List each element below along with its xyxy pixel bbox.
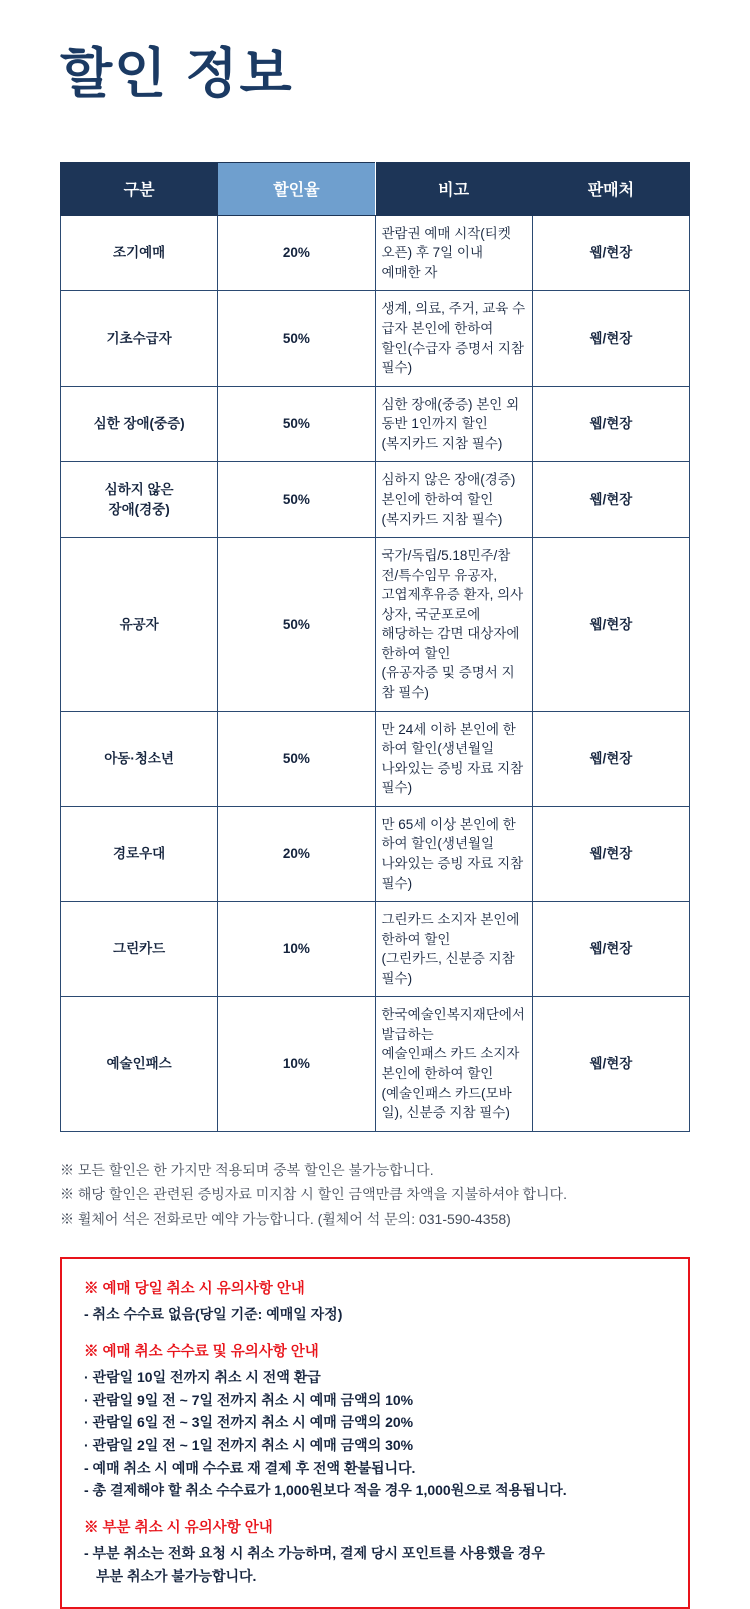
table-header-row [61, 162, 690, 215]
cell-note: 국가/독립/5.18민주/참전/특수임무 유공자, 고엽제후유증 환자, 의사상자, 국군포로에 해당하는 감면 대상자에 한하여 할인 (유공자증 및 증명서 지참 필수) [375, 538, 532, 712]
policy-section-heading: ※ 예매 취소 수수료 및 유의사항 안내 [84, 1343, 319, 1360]
column-header-rate: 할인율 [218, 162, 375, 215]
footnote-line: ※ 휠체어 석은 전화로만 예약 가능합니다. (휠체어 석 문의: 031-590-4358) [60, 1210, 511, 1227]
table-row [61, 386, 690, 462]
footnote-line: ※ 모든 할인은 한 가지만 적용되며 중복 할인은 불가능합니다. [60, 1161, 434, 1178]
cell-note: 그린카드 소지자 본인에 한하여 할인 (그린카드, 신분증 지참 필수) [375, 902, 532, 997]
table-row [61, 997, 690, 1131]
policy-line: · 관람일 9일 전 ~ 7일 전까지 취소 시 예매 금액의 10% [84, 1391, 414, 1408]
table-row [61, 462, 690, 538]
cell-rate: 50% [218, 462, 375, 538]
policy-line: - 취소 수수료 없음(당일 기준: 예매일 자정) [84, 1306, 343, 1323]
column-header-note: 비고 [375, 162, 532, 215]
cell-note: 만 65세 이상 본인에 한하여 할인(생년월일 나와있는 증빙 자료 지참 필수) [375, 806, 532, 901]
cell-note: 생계, 의료, 주거, 교육 수급자 본인에 한하여 할인(수급자 증명서 지참 필수) [375, 291, 532, 386]
cell-seller: 웹/현장 [532, 902, 689, 997]
table-row [61, 711, 690, 806]
cell-type: 심한 장애(중증) [61, 386, 218, 462]
cell-seller: 웹/현장 [532, 538, 689, 712]
table-row [61, 538, 690, 712]
cell-rate: 50% [218, 291, 375, 386]
cell-type: 심하지 않은 장애(경중) [61, 462, 218, 538]
cell-note: 만 24세 이하 본인에 한하여 할인(생년월일 나와있는 증빙 자료 지참 필수) [375, 711, 532, 806]
cell-type: 조기예매 [61, 215, 218, 291]
cell-seller: 웹/현장 [532, 711, 689, 806]
policy-line: - 총 결제해야 할 취소 수수료가 1,000원보다 적을 경우 1,000원으로 적용됩니다. [84, 1482, 567, 1499]
cell-seller: 웹/현장 [532, 386, 689, 462]
cell-type: 그린카드 [61, 902, 218, 997]
cell-seller: 웹/현장 [532, 997, 689, 1131]
table-header [61, 162, 690, 215]
policy-line: - 부분 취소는 전화 요청 시 취소 가능하며, 결제 당시 포인트를 사용했을 경우 [84, 1544, 545, 1561]
cell-note: 심한 장애(중증) 본인 외 동반 1인까지 할인 (복지카드 지참 필수) [375, 386, 532, 462]
policy-line: · 관람일 10일 전까지 취소 시 전액 환급 [84, 1368, 321, 1385]
column-header-seller: 판매처 [532, 162, 689, 215]
cell-type: 유공자 [61, 538, 218, 712]
page-title: 할인 정보 [60, 44, 294, 104]
table-row [61, 806, 690, 901]
cancellation-policy-box [60, 1257, 690, 1609]
cell-rate: 50% [218, 538, 375, 712]
policy-section [84, 1277, 666, 1326]
table-row [61, 902, 690, 997]
cell-rate: 50% [218, 711, 375, 806]
footnotes [60, 1158, 690, 1232]
table-row [61, 215, 690, 291]
discount-table [60, 162, 690, 1132]
policy-section [84, 1340, 666, 1502]
cell-note: 관람권 예매 시작(티켓 오픈) 후 7일 이내 예매한 자 [375, 215, 532, 291]
cell-rate: 20% [218, 806, 375, 901]
cell-type: 예술인패스 [61, 997, 218, 1131]
cell-rate: 20% [218, 215, 375, 291]
policy-line: - 예매 취소 시 예매 수수료 재 결제 후 전액 환불됩니다. [84, 1459, 416, 1476]
policy-section [84, 1516, 666, 1587]
cell-note: 한국예술인복지재단에서 발급하는 예술인패스 카드 소지자 본인에 한하여 할인 (예술인패스 카드(모바일), 신분증 지참 필수) [375, 997, 532, 1131]
cell-rate: 10% [218, 997, 375, 1131]
cell-rate: 10% [218, 902, 375, 997]
cell-seller: 웹/현장 [532, 291, 689, 386]
policy-section-heading: ※ 예매 당일 취소 시 유의사항 안내 [84, 1281, 305, 1298]
policy-line: 부분 취소가 불가능합니다. [96, 1567, 257, 1584]
cell-rate: 50% [218, 386, 375, 462]
table-body [61, 215, 690, 1131]
cell-type: 경로우대 [61, 806, 218, 901]
policy-line: · 관람일 2일 전 ~ 1일 전까지 취소 시 예매 금액의 30% [84, 1436, 414, 1453]
cell-type: 기초수급자 [61, 291, 218, 386]
column-header-type: 구분 [61, 162, 218, 215]
cell-note: 심하지 않은 장애(경증) 본인에 한하여 할인 (복지카드 지참 필수) [375, 462, 532, 538]
footnote-line: ※ 해당 할인은 관련된 증빙자료 미지참 시 할인 금액만큼 차액을 지불하셔야 합니다. [60, 1186, 567, 1203]
cell-type: 아동·청소년 [61, 711, 218, 806]
policy-line: · 관람일 6일 전 ~ 3일 전까지 취소 시 예매 금액의 20% [84, 1414, 414, 1431]
cell-seller: 웹/현장 [532, 462, 689, 538]
cell-seller: 웹/현장 [532, 806, 689, 901]
policy-section-heading: ※ 부분 취소 시 유의사항 안내 [84, 1519, 273, 1536]
table-row [61, 291, 690, 386]
cell-seller: 웹/현장 [532, 215, 689, 291]
